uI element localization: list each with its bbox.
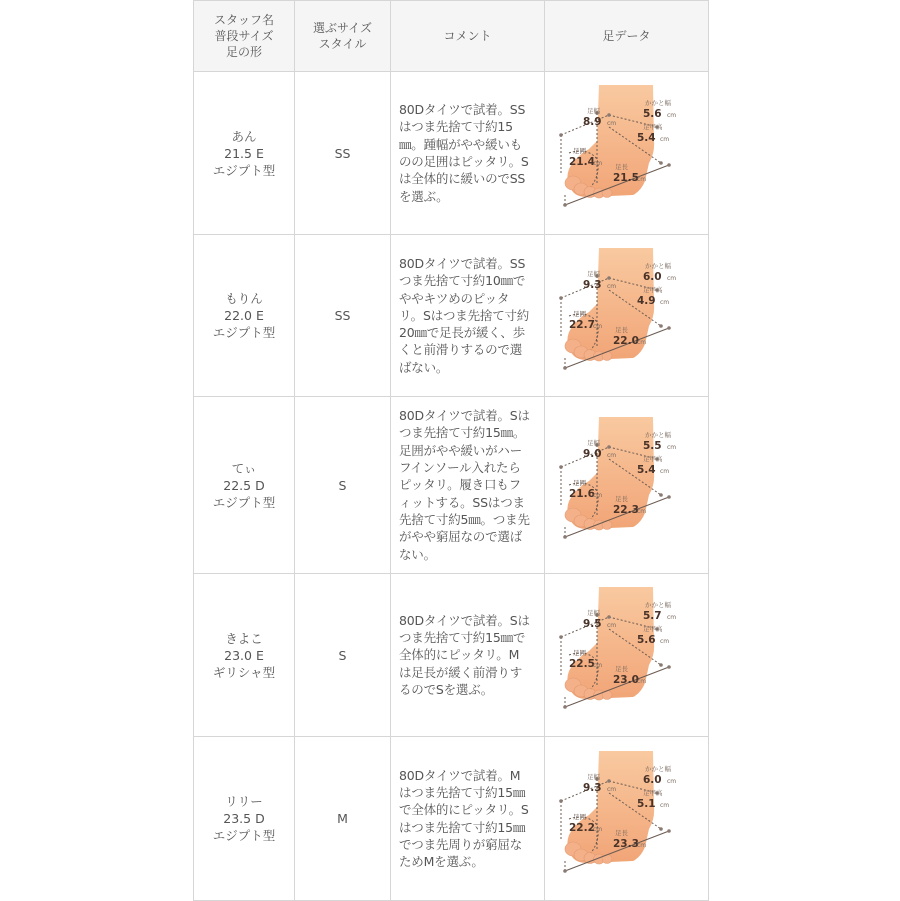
chosen-size: M	[337, 811, 348, 826]
comment-line: 20㎜で足長が緩く、歩	[399, 325, 525, 341]
length-value: 22.3	[612, 504, 639, 516]
girth-label: 足囲	[572, 309, 586, 318]
measure-point	[607, 445, 611, 449]
header-size-line: 選ぶサイズ	[312, 21, 373, 35]
comment-line: フインソール入れたら	[399, 460, 521, 476]
foot-width-value: 9.3	[582, 781, 602, 794]
heel-width-unit: cm	[666, 112, 676, 119]
foot-width-label: 足幅	[586, 107, 600, 115]
header-staff	[194, 1, 295, 72]
foot-width-label: 足幅	[586, 269, 600, 278]
staff-info-cell	[194, 235, 295, 397]
measure-point	[563, 705, 567, 709]
header-staff-line: 普段サイズ	[214, 29, 274, 43]
instep-value: 4.9	[636, 294, 656, 307]
measure-point	[607, 276, 611, 280]
comment-line: つま先捨て寸約15㎜。	[399, 425, 526, 441]
comment-line: つま先捨て寸約15㎜で	[399, 630, 526, 646]
chosen-size: SS	[334, 145, 351, 161]
instep-unit: cm	[659, 468, 669, 475]
comment-line: 80Dタイツで試着。SS	[399, 102, 526, 118]
foot-shape-type: ギリシャ型	[212, 664, 276, 680]
length-label: 足長	[614, 495, 628, 503]
measure-point	[659, 161, 663, 165]
measure-point	[559, 635, 563, 639]
foot-width-value: 8.9	[582, 116, 602, 128]
header-size	[295, 1, 391, 72]
girth-label: 足囲	[572, 649, 586, 657]
chosen-size: S	[338, 647, 347, 663]
foot-shape-type: エジプト型	[212, 325, 276, 340]
foot-width-value: 9.5	[582, 618, 602, 630]
measure-point	[659, 663, 663, 667]
heel-width-unit: cm	[666, 614, 676, 621]
instep-label: 足甲高	[642, 788, 662, 797]
comment-line: のの足囲はピッタリ。S	[399, 154, 529, 169]
instep-unit: cm	[659, 638, 669, 645]
length-value: 23.0	[612, 674, 639, 686]
header-size-line: スタイル	[318, 37, 367, 51]
instep-value: 5.1	[636, 797, 656, 810]
header-staff-line: 足の形	[225, 45, 262, 59]
header-comment-line: コメント	[443, 29, 492, 43]
foot-width-unit: cm	[606, 785, 616, 793]
instep-value: 5.6	[636, 634, 656, 646]
foot-shape-type: エジプト型	[212, 162, 276, 178]
measure-point	[667, 326, 671, 330]
comment-cell	[391, 574, 545, 737]
measure-point	[607, 615, 611, 619]
heel-width-label: かかと幅	[644, 601, 671, 609]
chosen-size-cell	[295, 235, 391, 397]
foot-width-value: 9.3	[582, 278, 602, 291]
usual-size: 22.0 E	[224, 308, 264, 323]
length-label: 足長	[614, 325, 628, 334]
comment-line: は足長が緩く前滑りす	[399, 664, 523, 680]
comment-line: るのでSを選ぶ。	[399, 681, 494, 697]
staff-name: きよこ	[225, 630, 263, 646]
staff-name: もりん	[225, 291, 263, 306]
comment-line: はつま先捨て寸約15㎜	[399, 819, 526, 835]
measure-point	[559, 465, 563, 469]
staff-name: あん	[231, 128, 257, 144]
staff-info-cell	[194, 574, 295, 737]
comment-line: 全体的にピッタリ。M	[399, 647, 520, 663]
measure-point	[563, 203, 567, 207]
heel-width-value: 5.5	[642, 440, 662, 452]
girth-unit: cm	[592, 662, 602, 669]
comment-line: 80Dタイツで試着。SS	[399, 255, 526, 271]
measure-point	[559, 296, 563, 300]
comment-line: リ。Sはつま先捨て寸約	[399, 307, 530, 323]
chosen-size: SS	[334, 308, 351, 323]
comment-cell	[391, 72, 545, 235]
usual-size: 23.5 D	[223, 811, 265, 826]
comment-line: ややキツめのピッタ	[399, 290, 510, 306]
measure-point	[659, 827, 663, 831]
foot-width-unit: cm	[606, 120, 616, 127]
foot-width-label: 足幅	[586, 439, 600, 447]
staff-info-cell	[194, 737, 295, 901]
chosen-size-cell	[295, 737, 391, 901]
comment-cell	[391, 235, 545, 397]
measure-point	[607, 113, 611, 117]
header-comment	[391, 1, 545, 72]
instep-value: 5.4	[636, 132, 656, 144]
comment-line: 足囲がやや緩いがハー	[399, 442, 523, 458]
girth-unit: cm	[592, 322, 602, 330]
instep-value: 5.4	[636, 464, 656, 476]
length-unit: cm	[636, 338, 646, 346]
foot-shape-type: エジプト型	[212, 494, 276, 510]
instep-label: 足甲高	[642, 455, 662, 463]
foot-diagram	[557, 415, 697, 555]
girth-label: 足囲	[572, 812, 586, 821]
comment-cell	[391, 397, 545, 574]
instep-label: 足甲高	[642, 123, 662, 131]
comment-line: 80Dタイツで試着。Sは	[399, 408, 530, 424]
instep-unit: cm	[659, 298, 669, 306]
heel-width-label: かかと幅	[644, 99, 671, 107]
comment-line: を選ぶ。	[399, 188, 449, 204]
header-row	[194, 1, 709, 72]
table-row	[194, 574, 709, 737]
chosen-size-cell	[295, 72, 391, 235]
length-label: 足長	[614, 665, 628, 673]
usual-size: 22.5 D	[223, 477, 265, 493]
foot-data-cell	[545, 574, 709, 737]
heel-width-value: 5.7	[642, 610, 662, 622]
heel-width-label: かかと幅	[644, 764, 671, 773]
comment-line: 80Dタイツで試着。M	[399, 767, 521, 783]
girth-label: 足囲	[572, 147, 586, 155]
heel-width-label: かかと幅	[644, 431, 671, 439]
length-value: 21.5	[612, 172, 639, 184]
usual-size: 23.0 E	[224, 647, 264, 663]
table-row	[194, 72, 709, 235]
foot-diagram	[557, 585, 697, 725]
staff-info-cell	[194, 72, 295, 235]
length-unit: cm	[636, 508, 646, 515]
heel-width-value: 6.0	[642, 270, 662, 283]
comment-line: ためMを選ぶ。	[399, 854, 484, 870]
comment-line: で全体的にピッタリ。S	[399, 802, 529, 818]
chosen-size-cell	[295, 397, 391, 574]
comment-line: は全体的に緩いのでSS	[399, 171, 526, 187]
heel-width-unit: cm	[666, 777, 676, 785]
girth-value: 22.5	[568, 658, 595, 670]
foot-diagram	[557, 83, 697, 223]
staff-size-table	[193, 0, 709, 901]
heel-width-label: かかと幅	[644, 261, 671, 270]
foot-diagram	[557, 749, 697, 889]
girth-unit: cm	[592, 492, 602, 499]
measure-point	[563, 869, 567, 873]
foot-width-unit: cm	[606, 622, 616, 629]
comment-cell	[391, 737, 545, 901]
girth-unit: cm	[592, 825, 602, 833]
measure-point	[559, 799, 563, 803]
foot-width-label: 足幅	[586, 609, 600, 617]
header-foot-data	[545, 1, 709, 72]
measure-point	[563, 535, 567, 539]
measure-point	[659, 324, 663, 328]
table-row	[194, 235, 709, 397]
foot-shape-type: エジプト型	[212, 828, 276, 843]
length-unit: cm	[636, 841, 646, 849]
girth-value: 21.4	[568, 156, 595, 168]
comment-line: くと前滑りするので選	[399, 342, 523, 358]
foot-width-unit: cm	[606, 452, 616, 459]
instep-unit: cm	[659, 801, 669, 809]
comment-line: はつま先捨て寸約15㎜	[399, 784, 526, 800]
chosen-size: S	[338, 477, 347, 493]
heel-width-unit: cm	[666, 274, 676, 282]
instep-unit: cm	[659, 136, 669, 143]
header-staff-line: スタッフ名	[213, 13, 274, 27]
foot-width-label: 足幅	[586, 772, 600, 781]
measure-point	[607, 779, 611, 783]
comment-line: がやや窮屈なので選ば	[399, 529, 523, 545]
measure-point	[667, 163, 671, 167]
girth-value: 21.6	[568, 488, 595, 500]
measure-point	[667, 829, 671, 833]
comment-line: はつま先捨て寸約15	[399, 119, 513, 135]
instep-label: 足甲高	[642, 285, 662, 294]
comment-line: ィットする。SSはつま	[399, 494, 525, 510]
comment-line: ない。	[399, 546, 436, 562]
header-foot-data-line: 足データ	[602, 29, 651, 43]
girth-label: 足囲	[572, 479, 586, 487]
comment-line: でつま先周りが窮屈な	[399, 836, 523, 852]
length-unit: cm	[636, 176, 646, 183]
length-label: 足長	[614, 828, 628, 837]
measure-point	[667, 495, 671, 499]
comment-line: ㎜。踵幅がやや緩いも	[399, 136, 523, 152]
comment-line: つま先捨て寸約10㎜で	[399, 273, 526, 289]
length-value: 22.0	[612, 334, 639, 347]
instep-label: 足甲高	[642, 625, 662, 633]
length-label: 足長	[614, 163, 628, 171]
foot-width-unit: cm	[606, 282, 616, 290]
foot-data-cell	[545, 235, 709, 397]
length-unit: cm	[636, 678, 646, 685]
usual-size: 21.5 E	[224, 145, 264, 161]
girth-value: 22.7	[568, 318, 595, 331]
comment-line: 80Dタイツで試着。Sは	[399, 612, 530, 628]
staff-name: リリー	[225, 794, 263, 809]
table-row	[194, 737, 709, 901]
table-row	[194, 397, 709, 574]
measure-point	[559, 133, 563, 137]
comment-line: ピッタリ。履き口もフ	[399, 477, 521, 493]
foot-data-cell	[545, 397, 709, 574]
girth-value: 22.2	[568, 821, 595, 834]
girth-unit: cm	[592, 160, 602, 167]
measure-point	[563, 366, 567, 370]
staff-name: てぃ	[231, 460, 257, 476]
foot-diagram	[557, 246, 697, 386]
measure-point	[667, 665, 671, 669]
foot-data-cell	[545, 72, 709, 235]
heel-width-value: 5.6	[642, 108, 662, 120]
heel-width-unit: cm	[666, 444, 676, 451]
staff-info-cell	[194, 397, 295, 574]
length-value: 23.3	[612, 837, 639, 850]
foot-data-cell	[545, 737, 709, 901]
chosen-size-cell	[295, 574, 391, 737]
foot-width-value: 9.0	[582, 448, 602, 460]
heel-width-value: 6.0	[642, 773, 662, 786]
comment-line: 先捨て寸約5㎜。つま先	[399, 511, 530, 527]
comment-line: ばない。	[399, 359, 449, 375]
measure-point	[659, 493, 663, 497]
